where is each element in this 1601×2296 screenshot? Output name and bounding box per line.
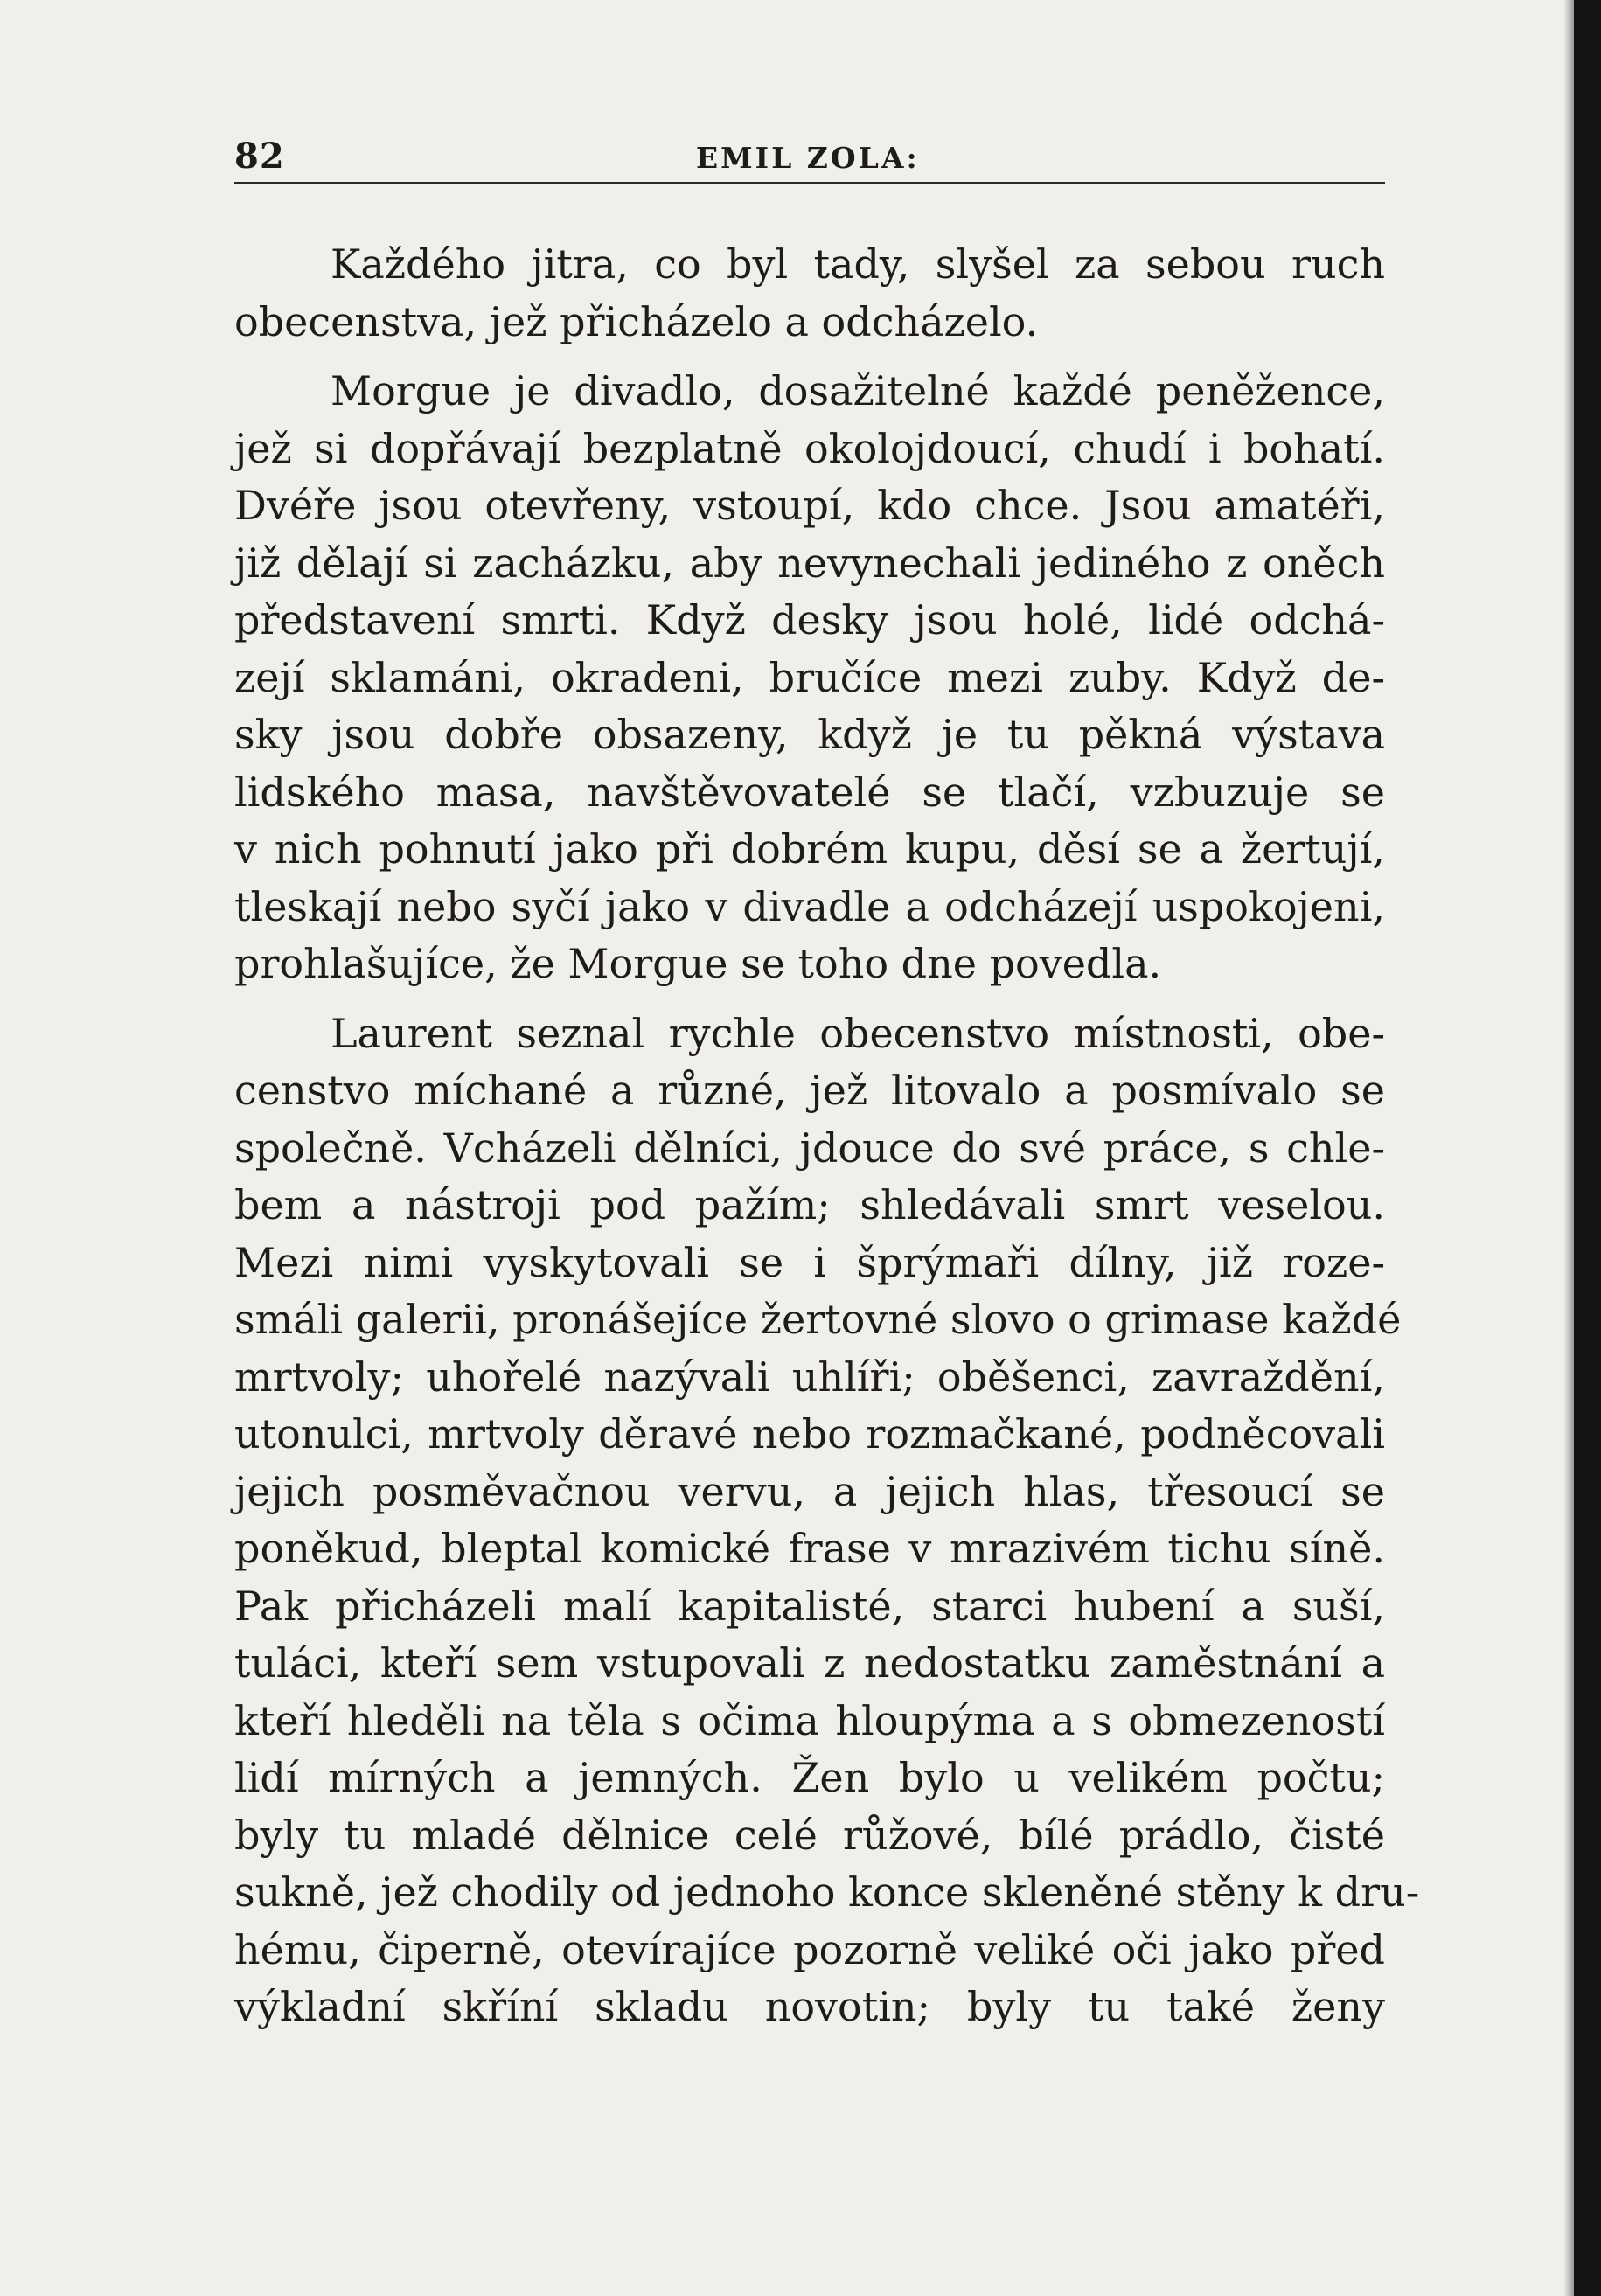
paragraph-3 — [234, 1005, 1420, 2036]
text-line: již dělají si zacházku, aby nevynechali jediného z oněch — [234, 539, 1385, 587]
paragraph-2 — [234, 363, 1385, 993]
text-line: prohlašujíce, že Morgue se toho dne povedla. — [234, 940, 1162, 987]
text-line: bem a nástroji pod pažím; shledávali smrt veselou. — [234, 1181, 1385, 1228]
body-text — [234, 236, 1420, 2049]
text-line: Morgue je divadlo, dosažitelné každé peněžence, — [331, 367, 1385, 414]
text-line: obecenstva, jež přicházelo a odcházelo. — [234, 297, 1039, 345]
text-line: lidí mírných a jemných. Žen bylo u velikém počtu; — [234, 1754, 1385, 1801]
text-line: Mezi nimi vyskytovali se i šprýmaři dílny, již roze- — [234, 1238, 1385, 1286]
text-line: sukně, jež chodily od jednoho konce skleněné stěny k dru- — [234, 1868, 1420, 1916]
text-line: lidského masa, navštěvovatelé se tlačí, vzbuzuje se — [234, 768, 1385, 816]
text-line: byly tu mladé dělnice celé růžové, bílé prádlo, čisté — [234, 1811, 1385, 1859]
text-line: jež si dopřávají bezplatně okolojdoucí, chudí i bohatí. — [234, 424, 1385, 472]
text-line: poněkud, bleptal komické frase v mrazivém tichu síně. — [234, 1525, 1385, 1572]
text-line: smáli galerii, pronášejíce žertovné slovo o grimase každé — [234, 1296, 1402, 1343]
text-line: kteří hleděli na těla s očima hloupýma a s obmezeností — [234, 1696, 1385, 1744]
text-line: jejich posměvačnou vervu, a jejich hlas, třesoucí se — [234, 1467, 1385, 1515]
text-line: Laurent seznal rychle obecenstvo místnosti, obe- — [331, 1009, 1385, 1057]
text-line: tleskají nebo syčí jako v divadle a odcházejí uspokojeni, — [234, 882, 1385, 930]
text-line: mrtvoly; uhořelé nazývali uhlíři; oběšenci, zavraždění, — [234, 1353, 1385, 1401]
text-line: hému, čiperně, otevírajíce pozorně veliké oči jako před — [234, 1925, 1385, 1973]
text-line: tuláci, kteří sem vstupovali z nedostatku zaměstnání a — [234, 1639, 1385, 1687]
text-line: sky jsou dobře obsazeny, když je tu pěkná výstava — [234, 711, 1385, 758]
text-line: společně. Vcházeli dělníci, jdouce do své práce, s chle- — [234, 1124, 1385, 1172]
page-number: 82 — [234, 136, 285, 177]
running-head: EMIL ZOLA: — [696, 141, 920, 175]
text-line: v nich pohnutí jako při dobrém kupu, děsí se a žertují, — [234, 825, 1385, 873]
text-line: výkladní skříní skladu novotin; byly tu také ženy — [234, 1983, 1385, 2030]
text-line: Dvéře jsou otevřeny, vstoupí, kdo chce. Jsou amatéři, — [234, 482, 1385, 529]
text-line: představení smrti. Když desky jsou holé, lidé odchá- — [234, 596, 1385, 644]
text-line: zejí sklamáni, okradeni, bručíce mezi zuby. Když de- — [234, 653, 1385, 701]
text-line: Pak přicházeli malí kapitalisté, starci hubení a suší, — [234, 1582, 1385, 1630]
page-header — [234, 129, 1385, 184]
book-spine — [1574, 0, 1601, 2296]
text-line: utonulci, mrtvoly děravé nebo rozmačkané, podněcovali — [234, 1410, 1385, 1458]
text-line: censtvo míchané a různé, jež litovalo a posmívalo se — [234, 1067, 1385, 1114]
text-line: Každého jitra, co byl tady, slyšel za sebou ruch — [331, 240, 1385, 288]
paragraph-1 — [234, 236, 1385, 351]
